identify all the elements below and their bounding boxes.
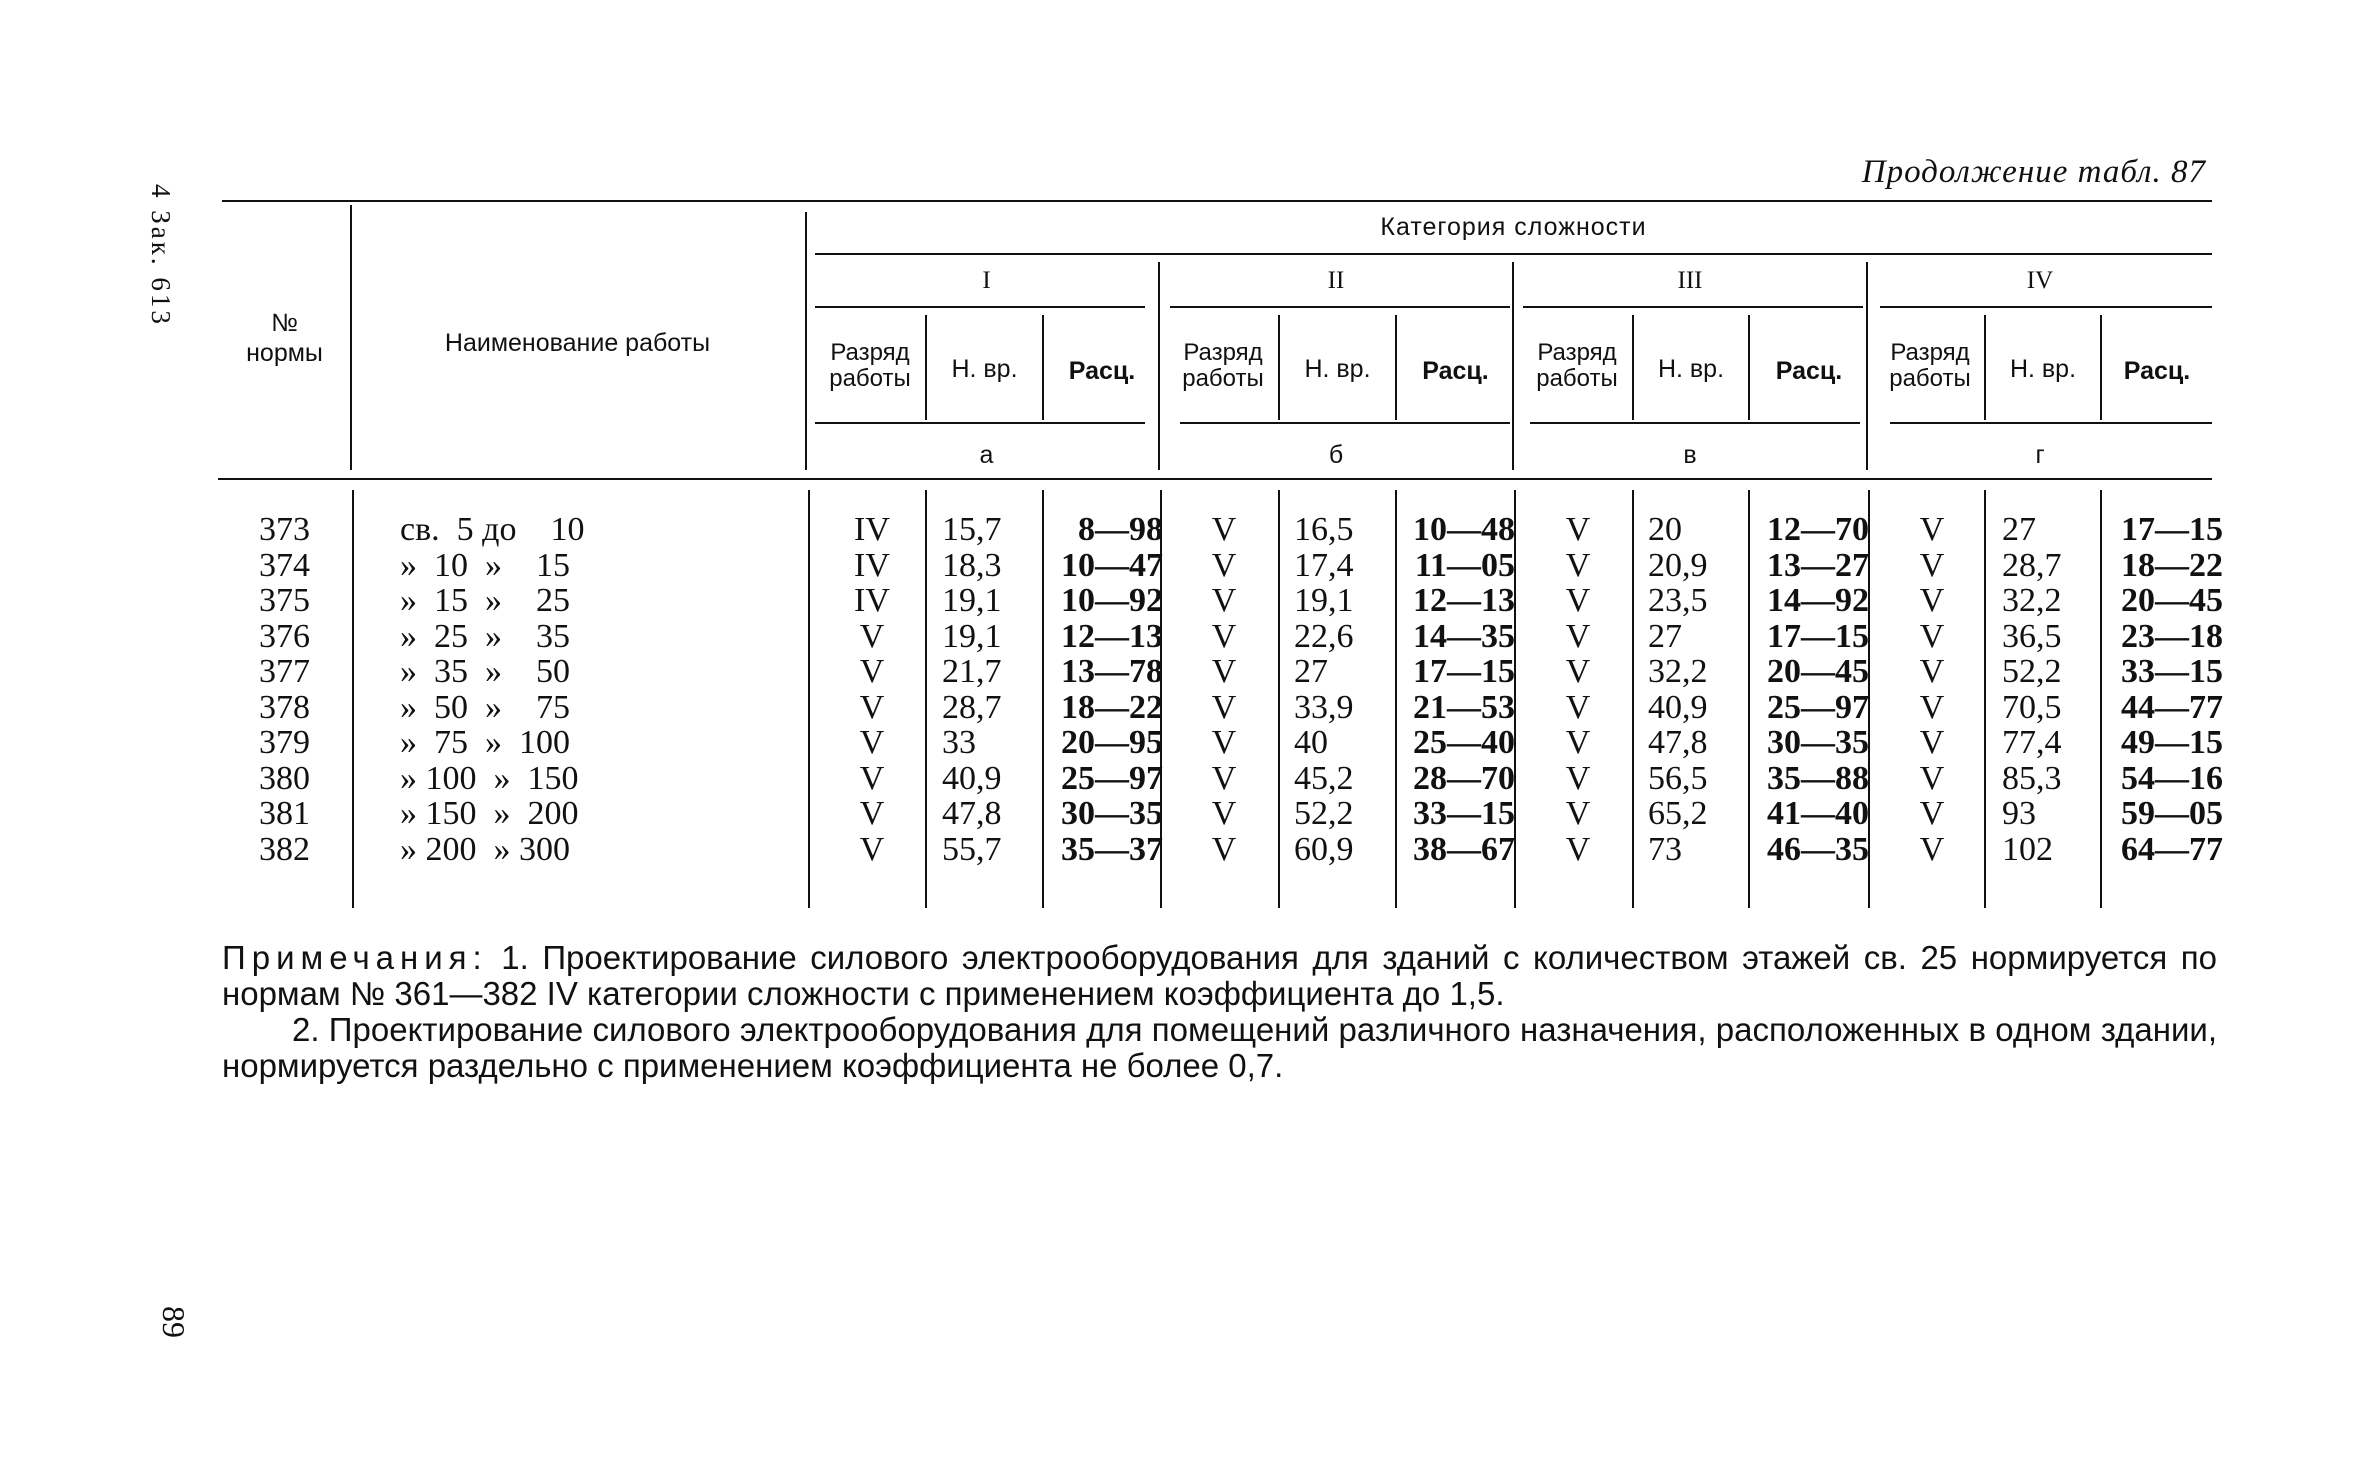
sub-price-2: Расц. <box>1422 357 1489 385</box>
grade-cell: IV <box>854 511 890 548</box>
work-name: » 75 » 100 <box>400 724 570 761</box>
price-cell: 44—77 <box>2121 688 2223 726</box>
group-rule-2 <box>1170 306 1510 308</box>
time-cell: 16,5 <box>1294 511 1354 548</box>
price-cell: 14—92 <box>1767 582 1869 619</box>
time-cell: 20,9 <box>1648 546 1708 584</box>
note-2-text: 2. Проектирование силового электрооборудования для помещений различного назначения, расположенных в одном здании, нормируется раздельно с применением коэффициента не более 0,7. <box>222 1011 2217 1084</box>
time-cell: 65,2 <box>1648 795 1708 832</box>
price-cell: 20—95 <box>1061 724 1163 761</box>
grade-cell: V <box>859 795 885 832</box>
note-1-text: 1. Проектирование силового электрооборудования для зданий с количеством этажей св. 25 нормируется по нормам № 361—382 IV категории сложности с применением коэффициента до 1,5. <box>222 939 2218 1012</box>
column-grade-cell <box>1528 512 1628 867</box>
grade-cell: V <box>1919 546 1945 584</box>
grade-cell: V <box>1919 653 1945 690</box>
time-cell: 77,4 <box>2002 724 2062 761</box>
column-time-cell <box>942 512 1052 867</box>
time-cell: 17,4 <box>1294 546 1354 584</box>
grade-cell: V <box>1919 511 1945 548</box>
note-2 <box>222 1012 2217 1084</box>
group-roman-1: I <box>982 267 991 294</box>
price-cell: 21—53 <box>1413 688 1515 726</box>
norm-number: 373 <box>259 511 310 548</box>
price-cell: 12—13 <box>1413 582 1515 619</box>
margin-note: 4 Зак. 613 <box>146 184 176 327</box>
column-norm-number <box>222 512 347 867</box>
grade-cell: IV <box>854 582 890 619</box>
time-cell: 40 <box>1294 724 1328 761</box>
grade-cell: V <box>859 688 885 726</box>
column-price-cell <box>1754 512 1869 867</box>
time-cell: 102 <box>2002 830 2053 868</box>
column-work-name <box>400 512 660 867</box>
price-cell: 35—88 <box>1767 759 1869 797</box>
time-cell: 40,9 <box>942 759 1002 797</box>
time-cell: 73 <box>1648 830 1682 868</box>
sub-price-4: Расц. <box>2123 357 2191 385</box>
norm-number: 381 <box>259 795 310 832</box>
norm-number: 376 <box>259 617 310 655</box>
time-cell: 93 <box>2002 795 2036 832</box>
price-cell: 25—40 <box>1413 724 1515 761</box>
time-cell: 45,2 <box>1294 759 1354 797</box>
group-letter-1: а <box>979 441 994 469</box>
header-category: Категория сложности <box>1380 213 1647 241</box>
header-bottom-rule <box>218 478 2212 480</box>
column-price-cell <box>1400 512 1515 867</box>
work-name: » 200 » 300 <box>400 830 570 868</box>
time-cell: 19,1 <box>942 582 1002 619</box>
grade-cell: V <box>1211 688 1237 726</box>
time-cell: 32,2 <box>2002 582 2062 619</box>
time-cell: 70,5 <box>2002 688 2062 726</box>
group-roman-3: III <box>1677 267 1703 294</box>
body-rule <box>925 490 927 908</box>
price-cell: 14—35 <box>1413 617 1515 655</box>
grade-cell: V <box>1565 546 1591 584</box>
letter-rule-3 <box>1530 422 1860 424</box>
price-cell: 18—22 <box>2121 546 2223 584</box>
grade-cell: V <box>1565 795 1591 832</box>
letter-rule-2 <box>1180 422 1510 424</box>
grade-cell: V <box>1919 582 1945 619</box>
table-continuation-caption: Продолжение табл. 87 <box>1861 154 2206 190</box>
norm-number: 380 <box>259 759 310 797</box>
time-cell: 85,3 <box>2002 759 2062 797</box>
price-cell: 10—47 <box>1061 546 1163 584</box>
time-cell: 20 <box>1648 511 1682 548</box>
work-name: » 150 » 200 <box>400 795 579 832</box>
notes-block <box>222 940 2217 1084</box>
group-letter-2: б <box>1328 441 1344 469</box>
price-cell: 33—15 <box>2121 653 2223 690</box>
grade-cell: V <box>1565 830 1591 868</box>
time-cell: 19,1 <box>942 617 1002 655</box>
category-rule <box>815 253 2212 255</box>
price-cell: 25—97 <box>1061 759 1163 797</box>
group-rule-4 <box>1880 306 2212 308</box>
grade-cell: V <box>1919 688 1945 726</box>
price-cell: 28—70 <box>1413 759 1515 797</box>
group-roman-2: II <box>1327 267 1345 294</box>
time-cell: 18,3 <box>942 546 1002 584</box>
column-grade-cell <box>822 512 922 867</box>
time-cell: 33 <box>942 724 976 761</box>
sub-time-3: Н. вр. <box>1657 355 1725 383</box>
time-cell: 32,2 <box>1648 653 1708 690</box>
price-cell: 13—78 <box>1061 653 1163 690</box>
price-cell: 35—37 <box>1061 830 1163 868</box>
grade-cell: V <box>859 724 885 761</box>
time-cell: 28,7 <box>942 688 1002 726</box>
grade-cell: V <box>1211 830 1237 868</box>
group-roman-4: IV <box>2026 267 2054 294</box>
price-cell: 17—15 <box>1413 653 1515 690</box>
grade-cell: V <box>1211 795 1237 832</box>
grade-cell: V <box>1211 653 1237 690</box>
column-price-cell <box>2108 512 2223 867</box>
grade-cell: V <box>1211 511 1237 548</box>
time-cell: 60,9 <box>1294 830 1354 868</box>
work-name: » 25 » 35 <box>400 617 570 655</box>
column-grade-cell <box>1174 512 1274 867</box>
grade-cell: V <box>1919 830 1945 868</box>
column-time-cell <box>2002 512 2112 867</box>
time-cell: 40,9 <box>1648 688 1708 726</box>
price-cell: 17—15 <box>2121 511 2223 548</box>
price-cell: 30—35 <box>1767 724 1869 761</box>
body-rule <box>1278 490 1280 908</box>
sub-grade-1: Разряд работы <box>829 339 911 392</box>
group-rule-1 <box>815 306 1145 308</box>
price-cell: 20—45 <box>1767 653 1869 690</box>
grade-cell: V <box>1565 759 1591 797</box>
group-letter-3: в <box>1683 441 1697 469</box>
grade-cell: V <box>1211 582 1237 619</box>
grade-cell: V <box>1919 795 1945 832</box>
sub-price-3: Расц. <box>1775 357 1843 385</box>
work-name: » 35 » 50 <box>400 653 570 690</box>
price-cell: 10—92 <box>1061 582 1163 619</box>
grade-cell: V <box>1919 724 1945 761</box>
sub-price-1: Расц. <box>1068 357 1136 385</box>
work-name: » 100 » 150 <box>400 759 579 797</box>
norm-number: 377 <box>259 653 310 690</box>
column-time-cell <box>1648 512 1758 867</box>
price-cell: 54—16 <box>2121 759 2223 797</box>
sub-time-4: Н. вр. <box>2009 355 2077 383</box>
price-cell: 41—40 <box>1767 795 1869 832</box>
letter-rule-4 <box>1890 422 2212 424</box>
grade-cell: V <box>1565 653 1591 690</box>
price-cell: 17—15 <box>1767 617 1869 655</box>
time-cell: 27 <box>1648 617 1682 655</box>
page-number: 89 <box>156 1306 192 1338</box>
sub-grade-3: Разряд работы <box>1536 339 1618 392</box>
sub-time-1: Н. вр. <box>951 355 1018 383</box>
price-cell: 8—98 <box>1078 511 1163 548</box>
grade-cell: V <box>859 830 885 868</box>
body-rule <box>808 490 810 908</box>
work-name: » 50 » 75 <box>400 688 570 726</box>
time-cell: 28,7 <box>2002 546 2062 584</box>
grade-cell: V <box>1565 617 1591 655</box>
time-cell: 27 <box>2002 511 2036 548</box>
grade-cell: V <box>1565 511 1591 548</box>
grade-cell: V <box>859 617 885 655</box>
price-cell: 18—22 <box>1061 688 1163 726</box>
time-cell: 15,7 <box>942 511 1002 548</box>
time-cell: 22,6 <box>1294 617 1354 655</box>
time-cell: 36,5 <box>2002 617 2062 655</box>
group-rule-3 <box>1523 306 1863 308</box>
price-cell: 49—15 <box>2121 724 2223 761</box>
price-cell: 13—27 <box>1767 546 1869 584</box>
norm-number: 378 <box>259 688 310 726</box>
time-cell: 52,2 <box>2002 653 2062 690</box>
header-work-name: Наименование работы <box>444 329 711 357</box>
time-cell: 19,1 <box>1294 582 1354 619</box>
norm-number: 382 <box>259 830 310 868</box>
grade-cell: V <box>859 759 885 797</box>
norm-number: 374 <box>259 546 310 584</box>
price-cell: 30—35 <box>1061 795 1163 832</box>
note-1 <box>222 940 2217 1012</box>
column-time-cell <box>1294 512 1404 867</box>
notes-label: Примечания: <box>222 939 488 976</box>
work-name: » 10 » 15 <box>400 546 570 584</box>
time-cell: 47,8 <box>942 795 1002 832</box>
price-cell: 20—45 <box>2121 582 2223 619</box>
grade-cell: V <box>1919 617 1945 655</box>
sub-time-2: Н. вр. <box>1304 355 1371 383</box>
sub-grade-2: Разряд работы <box>1182 339 1264 392</box>
grade-cell: V <box>1211 724 1237 761</box>
time-cell: 55,7 <box>942 830 1002 868</box>
body-rule <box>352 490 354 908</box>
col-rule-name <box>805 212 807 470</box>
time-cell: 27 <box>1294 653 1328 690</box>
header-norm-no: № нормы <box>246 309 323 367</box>
price-cell: 10—48 <box>1413 511 1515 548</box>
grade-cell: V <box>1565 724 1591 761</box>
work-name: св. 5 до 10 <box>400 511 585 548</box>
price-cell: 12—13 <box>1061 617 1163 655</box>
body-rule <box>1632 490 1634 908</box>
price-cell: 33—15 <box>1413 795 1515 832</box>
price-cell: 38—67 <box>1413 830 1515 868</box>
table-top-rule <box>222 200 2212 202</box>
time-cell: 21,7 <box>942 653 1002 690</box>
time-cell: 47,8 <box>1648 724 1708 761</box>
price-cell: 12—70 <box>1767 511 1869 548</box>
time-cell: 56,5 <box>1648 759 1708 797</box>
grade-cell: IV <box>854 546 890 584</box>
letter-rule-1 <box>815 422 1145 424</box>
grade-cell: V <box>1211 759 1237 797</box>
grade-cell: V <box>1211 617 1237 655</box>
price-cell: 64—77 <box>2121 830 2223 868</box>
work-name: » 15 » 25 <box>400 582 570 619</box>
column-grade-cell <box>1882 512 1982 867</box>
price-cell: 23—18 <box>2121 617 2223 655</box>
time-cell: 52,2 <box>1294 795 1354 832</box>
time-cell: 23,5 <box>1648 582 1708 619</box>
price-cell: 59—05 <box>2121 795 2223 832</box>
body-rule <box>1984 490 1986 908</box>
grade-cell: V <box>1565 582 1591 619</box>
group-letter-4: г <box>2035 441 2045 469</box>
time-cell: 33,9 <box>1294 688 1354 726</box>
col-rule-norm <box>350 205 352 470</box>
grade-cell: V <box>1919 759 1945 797</box>
norm-number: 379 <box>259 724 310 761</box>
grade-cell: V <box>1211 546 1237 584</box>
price-cell: 25—97 <box>1767 688 1869 726</box>
column-price-cell <box>1048 512 1163 867</box>
price-cell: 46—35 <box>1767 830 1869 868</box>
sub-grade-4: Разряд работы <box>1889 339 1971 392</box>
price-cell: 11—05 <box>1414 546 1515 584</box>
norm-number: 375 <box>259 582 310 619</box>
grade-cell: V <box>1565 688 1591 726</box>
grade-cell: V <box>859 653 885 690</box>
